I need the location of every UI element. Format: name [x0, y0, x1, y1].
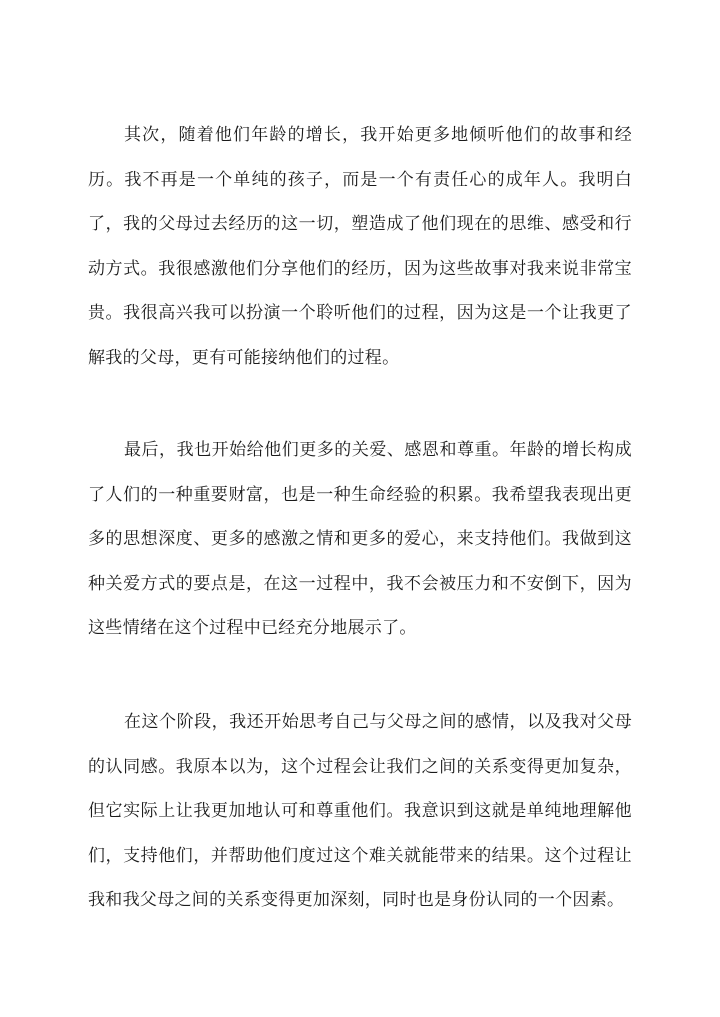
paragraph-identity-with-parents: 在这个阶段，我还开始思考自己与父母之间的感情，以及我对父母的认同感。我原本以为，这个过程会让我们之间的关系变得更加复杂，但它实际上让我更加地认可和尊重他们。我意识到这就是单纯地理解他们，支持他们，并帮助他们度过这个难关就能带来的结果。这个过程让我和我父母之间的关系变得更加深刻，同时也是身份认同的一个因素。 [88, 712, 632, 911]
paragraph-care-gratitude-respect: 最后，我也开始给他们更多的关爱、感恩和尊重。年龄的增长构成了人们的一种重要财富，也是一种生命经验的积累。我希望我表现出更多的思想深度、更多的感激之情和更多的爱心，来支持他们。我做到这种关爱方式的要点是，在这一过程中，我不会被压力和不安倒下，因为这些情绪在这个过程中已经充分地展示了。 [88, 440, 632, 639]
paragraph-listening-to-parents: 其次，随着他们年龄的增长，我开始更多地倾听他们的故事和经历。我不再是一个单纯的孩子，而是一个有责任心的成年人。我明白了，我的父母过去经历的这一切，塑造成了他们现在的思维、感受和行动方式。我很感激他们分享他们的经历，因为这些故事对我来说非常宝贵。我很高兴我可以扮演一个聆听他们的过程，因为这是一个让我更了解我的父母，更有可能接纳他们的过程。 [88, 125, 632, 368]
